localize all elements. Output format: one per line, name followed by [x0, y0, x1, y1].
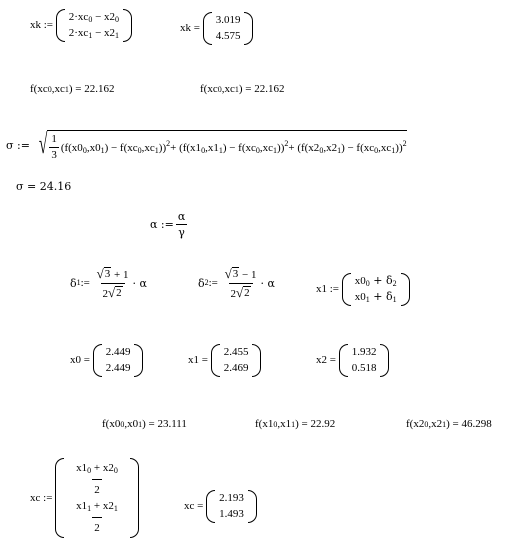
x0-result[interactable]: x0 = 2.449 2.449 [70, 340, 143, 380]
xk-definition[interactable] [30, 5, 132, 45]
xk-def-lhs: xk := [30, 18, 54, 31]
f-x2-eval[interactable]: f(x2 0 ,x2 1 ) = 46.298 [406, 418, 492, 430]
xk-result[interactable] [180, 8, 253, 48]
xc-definition[interactable]: xc := $\frac{x1_0 + x2_0}{2}$ $\frac{x1_1 + x2_1}{2}$ [30, 456, 139, 540]
xk-def-matrix: $2\cdot xc_0 - x2_0$ $2\cdot xc_1 - x2_1$ [56, 9, 132, 42]
sigma-result[interactable]: σ = 24.16 [16, 180, 72, 193]
sigma-def-lhs: σ := [6, 138, 30, 152]
f-center-eval-2[interactable]: f(xc 0 ,xc 1 ) = 22.162 [200, 83, 285, 95]
f-x0-eval[interactable]: f(x0 0 ,x0 1 ) = 23.111 [102, 418, 187, 430]
xk-val-matrix: 3.019 4.575 [203, 12, 254, 45]
delta1-definition[interactable]: δ 1 := √ 3 + 1 2 √ 2 · α [70, 265, 147, 300]
x1-result[interactable]: x1 = 2.455 2.469 [188, 340, 261, 380]
x1-definition[interactable]: x1 := $x0_0 + \delta_2$ $x0_1 + \delta_1$ [316, 266, 410, 312]
x2-result[interactable]: x2 = 1.932 0.518 [316, 340, 389, 380]
f-x1-eval[interactable]: f(x1 0 ,x1 1 ) = 22.92 [255, 418, 336, 430]
alpha-definition[interactable]: α := $\frac{\alpha}{\gamma}$ [150, 209, 186, 239]
sigma-sqrt: √ $\frac{1}{3}$ $(f(x0_0,x0_1) - f(xc_0,xc_1))^2$ + $(f(x1_0,x1_1) - f(xc_0,xc_1))^2$ + $(f(x2_0,x2_1) - f(xc_0,xc_1))^2$ [38, 128, 407, 161]
sigma-definition[interactable] [6, 128, 407, 162]
delta2-definition[interactable]: δ 2 := √ 3 − 1 2 √ 2 · α [198, 265, 275, 300]
f-center-eval-1[interactable]: f(xc 0 ,xc 1 ) = 22.162 [30, 83, 115, 95]
xc-result[interactable]: xc = 2.193 1.493 [184, 486, 257, 526]
xk-val-lhs: xk = [180, 21, 200, 34]
